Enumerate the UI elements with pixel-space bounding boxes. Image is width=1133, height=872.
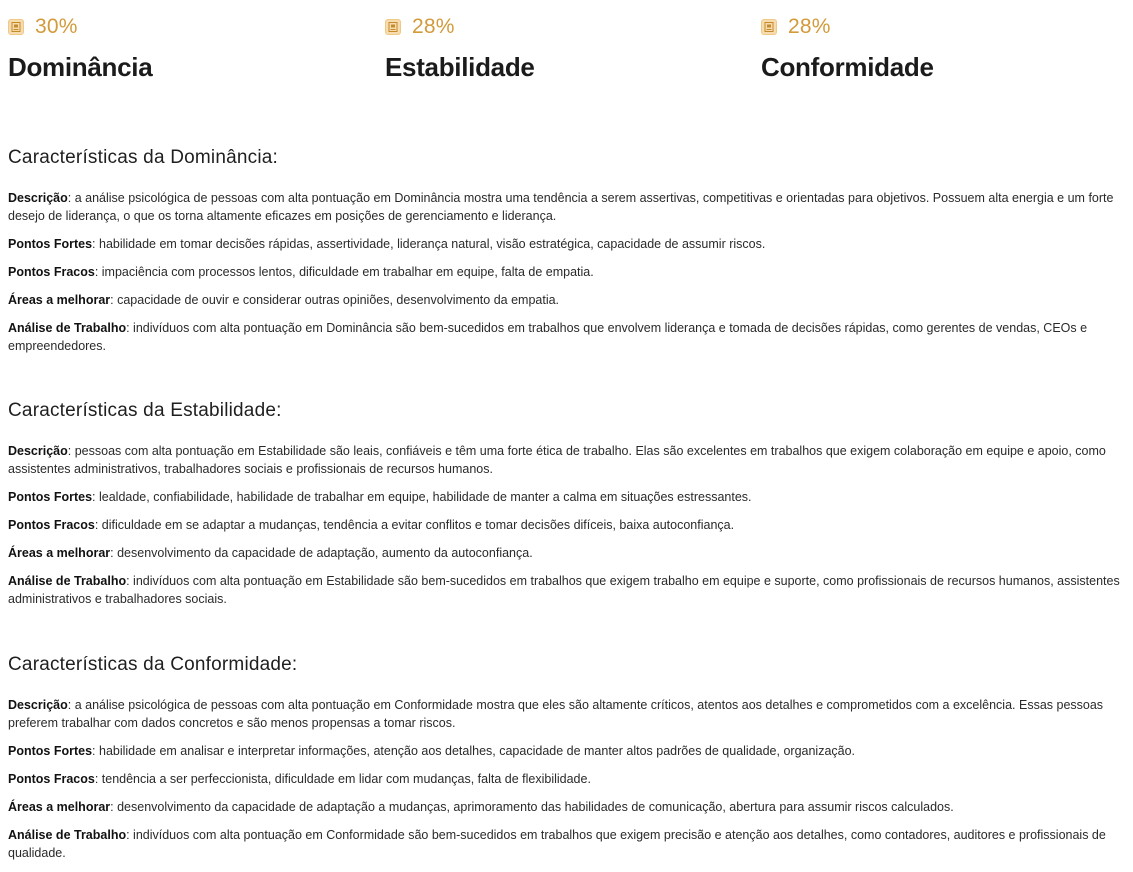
item-text: : habilidade em analisar e interpretar informações, atenção aos detalhes, capacidade de manter altos padrões de qualidade, organização. (92, 744, 856, 758)
item-text: : capacidade de ouvir e considerar outras opiniões, desenvolvimento da empatia. (110, 293, 560, 307)
weaknesses-paragraph (8, 516, 1123, 534)
item-text: : desenvolvimento da capacidade de adaptação a mudanças, aprimoramento das habilidades de comunicação, abertura para assumir riscos calculados. (110, 800, 954, 814)
item-label: Áreas a melhorar (8, 293, 111, 307)
section-dominancia (8, 146, 1123, 365)
description-paragraph (8, 442, 1123, 478)
item-text: : tendência a ser perfeccionista, dificuldade em lidar com mudanças, falta de flexibilidade. (94, 772, 591, 786)
item-text: : pessoas com alta pontuação em Estabilidade são leais, confiáveis e têm uma forte ética de trabalho. Elas são excelentes em trabalhos que exigem colaboração em equipe e apoio, como assistentes administrativos, trabalhadores sociais e profissionais de recursos humanos. (8, 444, 1106, 476)
score-percent: 28% (412, 15, 455, 38)
item-text: : indivíduos com alta pontuação em Conformidade são bem-sucedidos em trabalhos que exigem precisão e atenção aos detalhes, como contadores, auditores e profissionais de qualidade. (8, 828, 1106, 860)
section-conformidade (8, 653, 1123, 872)
item-label: Descrição (8, 191, 68, 205)
score-conformidade (761, 14, 934, 83)
strengths-paragraph (8, 742, 1123, 760)
item-label: Áreas a melhorar (8, 546, 111, 560)
work-analysis-paragraph (8, 319, 1123, 355)
strengths-paragraph (8, 235, 1123, 253)
score-percent: 28% (788, 15, 831, 38)
strengths-paragraph (8, 488, 1123, 506)
section-title: Características da Conformidade: (8, 654, 298, 675)
item-label: Descrição (8, 444, 68, 458)
section-estabilidade (8, 399, 1123, 618)
item-text: : a análise psicológica de pessoas com alta pontuação em Dominância mostra uma tendência a serem assertivas, competitivas e orientadas para objetivos. Possuem alta energia e um forte desejo de liderança, o que os torna altamente eficazes em posições de gerenciamento e liderança. (8, 191, 1114, 223)
profile-scores (0, 0, 1133, 100)
improvement-paragraph (8, 291, 1123, 309)
improvement-paragraph (8, 544, 1123, 562)
section-title: Características da Estabilidade: (8, 400, 282, 421)
profile-badge-icon (761, 19, 777, 35)
item-label: Análise de Trabalho (8, 574, 127, 588)
score-dominancia (8, 14, 152, 83)
score-percent: 30% (35, 15, 78, 38)
profile-badge-icon (8, 19, 24, 35)
score-name: Conformidade (761, 52, 934, 82)
item-label: Pontos Fracos (8, 772, 95, 786)
description-paragraph (8, 696, 1123, 732)
item-label: Áreas a melhorar (8, 800, 111, 814)
weaknesses-paragraph (8, 770, 1123, 788)
item-label: Pontos Fortes (8, 490, 93, 504)
item-label: Pontos Fracos (8, 518, 95, 532)
item-text: : desenvolvimento da capacidade de adaptação, aumento da autoconfiança. (110, 546, 533, 560)
work-analysis-paragraph (8, 572, 1123, 608)
item-label: Descrição (8, 698, 68, 712)
item-text: : indivíduos com alta pontuação em Dominância são bem-sucedidos em trabalhos que envolvem liderança e tomada de decisões rápidas, como gerentes de vendas, CEOs e empreendedores. (8, 321, 1088, 353)
score-estabilidade (385, 14, 535, 83)
weaknesses-paragraph (8, 263, 1123, 281)
item-label: Pontos Fracos (8, 265, 95, 279)
item-label: Análise de Trabalho (8, 321, 127, 335)
score-name: Estabilidade (385, 52, 535, 82)
profile-badge-icon (385, 19, 401, 35)
work-analysis-paragraph (8, 826, 1123, 862)
improvement-paragraph (8, 798, 1123, 816)
item-text: : impaciência com processos lentos, dificuldade em trabalhar em equipe, falta de empatia. (94, 265, 594, 279)
item-label: Pontos Fortes (8, 744, 93, 758)
item-text: : a análise psicológica de pessoas com alta pontuação em Conformidade mostra que eles são altamente críticos, atentos aos detalhes e comprometidos com a excelência. Essas pessoas preferem trabalhar com dados concretos e são menos propensas a tomar riscos. (8, 698, 1104, 730)
description-paragraph (8, 189, 1123, 225)
item-label: Análise de Trabalho (8, 828, 127, 842)
item-text: : indivíduos com alta pontuação em Estabilidade são bem-sucedidos em trabalhos que exigem trabalho em equipe e suporte, como profissionais de recursos humanos, assistentes administrativos e trabalhadores sociais. (8, 574, 1120, 606)
section-title: Características da Dominância: (8, 147, 278, 168)
item-text: : dificuldade em se adaptar a mudanças, tendência a evitar conflitos e tomar decisões difíceis, baixa autoconfiança. (94, 518, 735, 532)
score-name: Dominância (8, 52, 153, 82)
item-label: Pontos Fortes (8, 237, 93, 251)
item-text: : habilidade em tomar decisões rápidas, assertividade, liderança natural, visão estratégica, capacidade de assumir riscos. (92, 237, 766, 251)
item-text: : lealdade, confiabilidade, habilidade de trabalhar em equipe, habilidade de manter a calma em situações estressantes. (92, 490, 752, 504)
